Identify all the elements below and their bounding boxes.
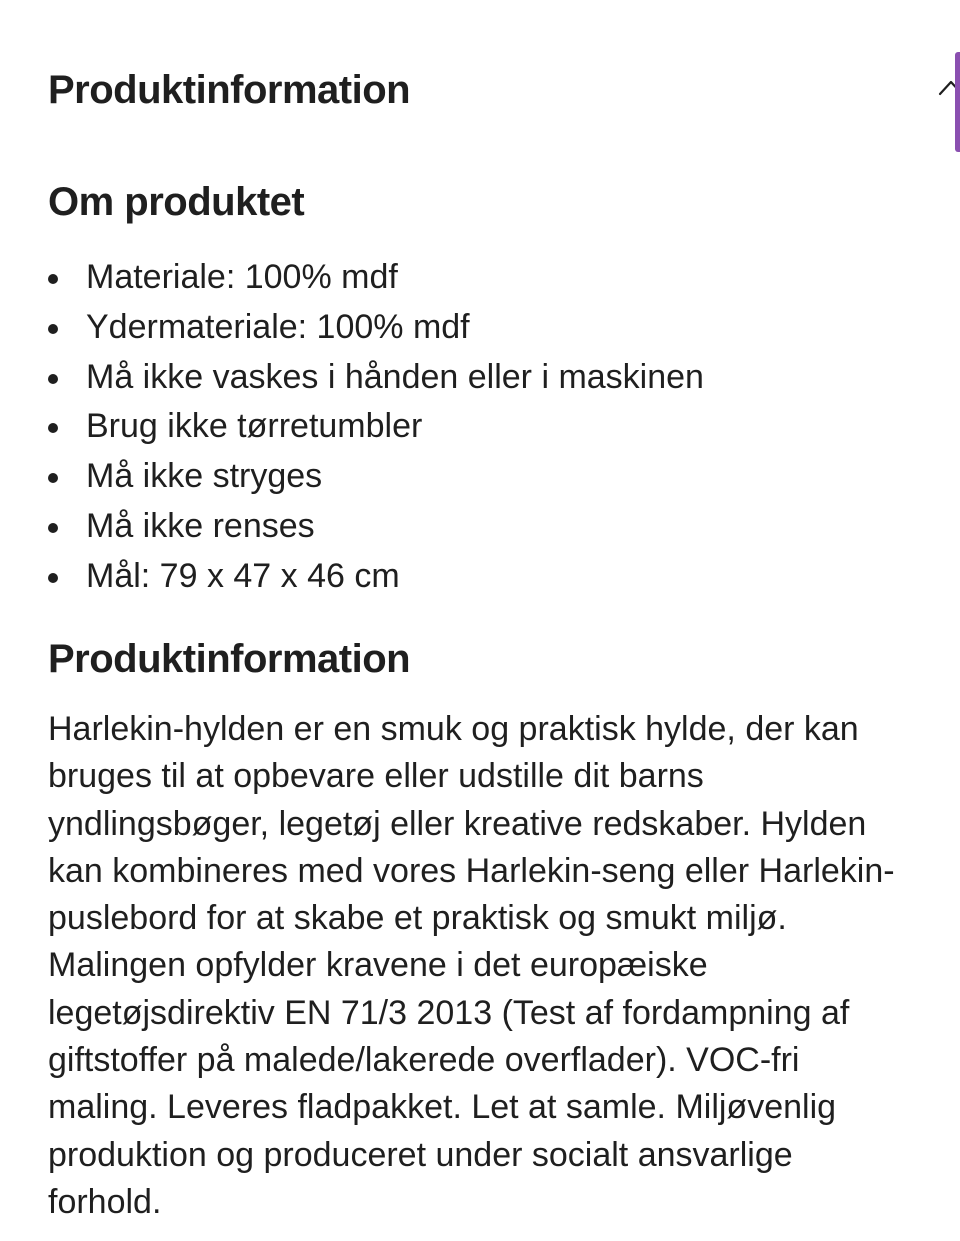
section-heading-om-produktet: Om produktet [48,180,305,224]
list-item-text: Brug ikke tørretumbler [86,407,423,446]
bullet-icon [48,573,58,583]
description-line: produktion og produceret under socialt ansvarlige [48,1135,793,1174]
description-line: puslebord for at skabe et praktisk og smukt miljø. [48,899,787,938]
section-heading-produktinformation: Produktinformation [48,637,411,681]
bullet-icon [48,374,58,384]
product-description [48,706,960,1226]
bullet-icon [48,523,58,533]
list-item-text: Ydermateriale: 100% mdf [86,307,470,346]
bullet-icon [48,423,58,433]
description-line: giftstoffer på malede/lakerede overflader). VOC-fri [48,1041,800,1080]
list-item [48,402,704,452]
accordion-title: Produktinformation [48,68,411,112]
bullet-icon [48,274,58,284]
bullet-icon [48,473,58,483]
list-item [48,353,704,403]
description-line: forhold. [48,1182,162,1221]
description-line: yndlingsbøger, legetøj eller kreative redskaber. Hylden [48,804,867,843]
description-line: legetøjsdirektiv EN 71/3 2013 (Test af fordampning af [48,993,850,1032]
list-item [48,303,704,353]
description-line: bruges til at opbevare eller udstille dit barns [48,757,704,796]
edge-accent-bar [955,52,960,152]
description-line: kan kombineres med vores Harlekin-seng eller Harlekin- [48,851,895,890]
list-item-text: Må ikke stryges [86,457,323,496]
list-item [48,452,704,502]
list-item [48,253,704,303]
list-item-text: Mål: 79 x 47 x 46 cm [86,556,400,595]
bullet-icon [48,324,58,334]
product-facts-list [48,253,704,602]
accordion-header-produktinformation[interactable] [48,64,960,120]
list-item [48,552,704,602]
list-item-text: Må ikke renses [86,506,315,545]
list-item-text: Må ikke vaskes i hånden eller i maskinen [86,357,704,396]
description-line: maling. Leveres fladpakket. Let at samle. Miljøvenlig [48,1088,837,1127]
description-line: Harlekin-hylden er en smuk og praktisk hylde, der kan [48,710,859,748]
list-item-text: Materiale: 100% mdf [86,258,398,296]
list-item [48,502,704,552]
description-line: Malingen opfylder kravene i det europæiske [48,946,708,985]
